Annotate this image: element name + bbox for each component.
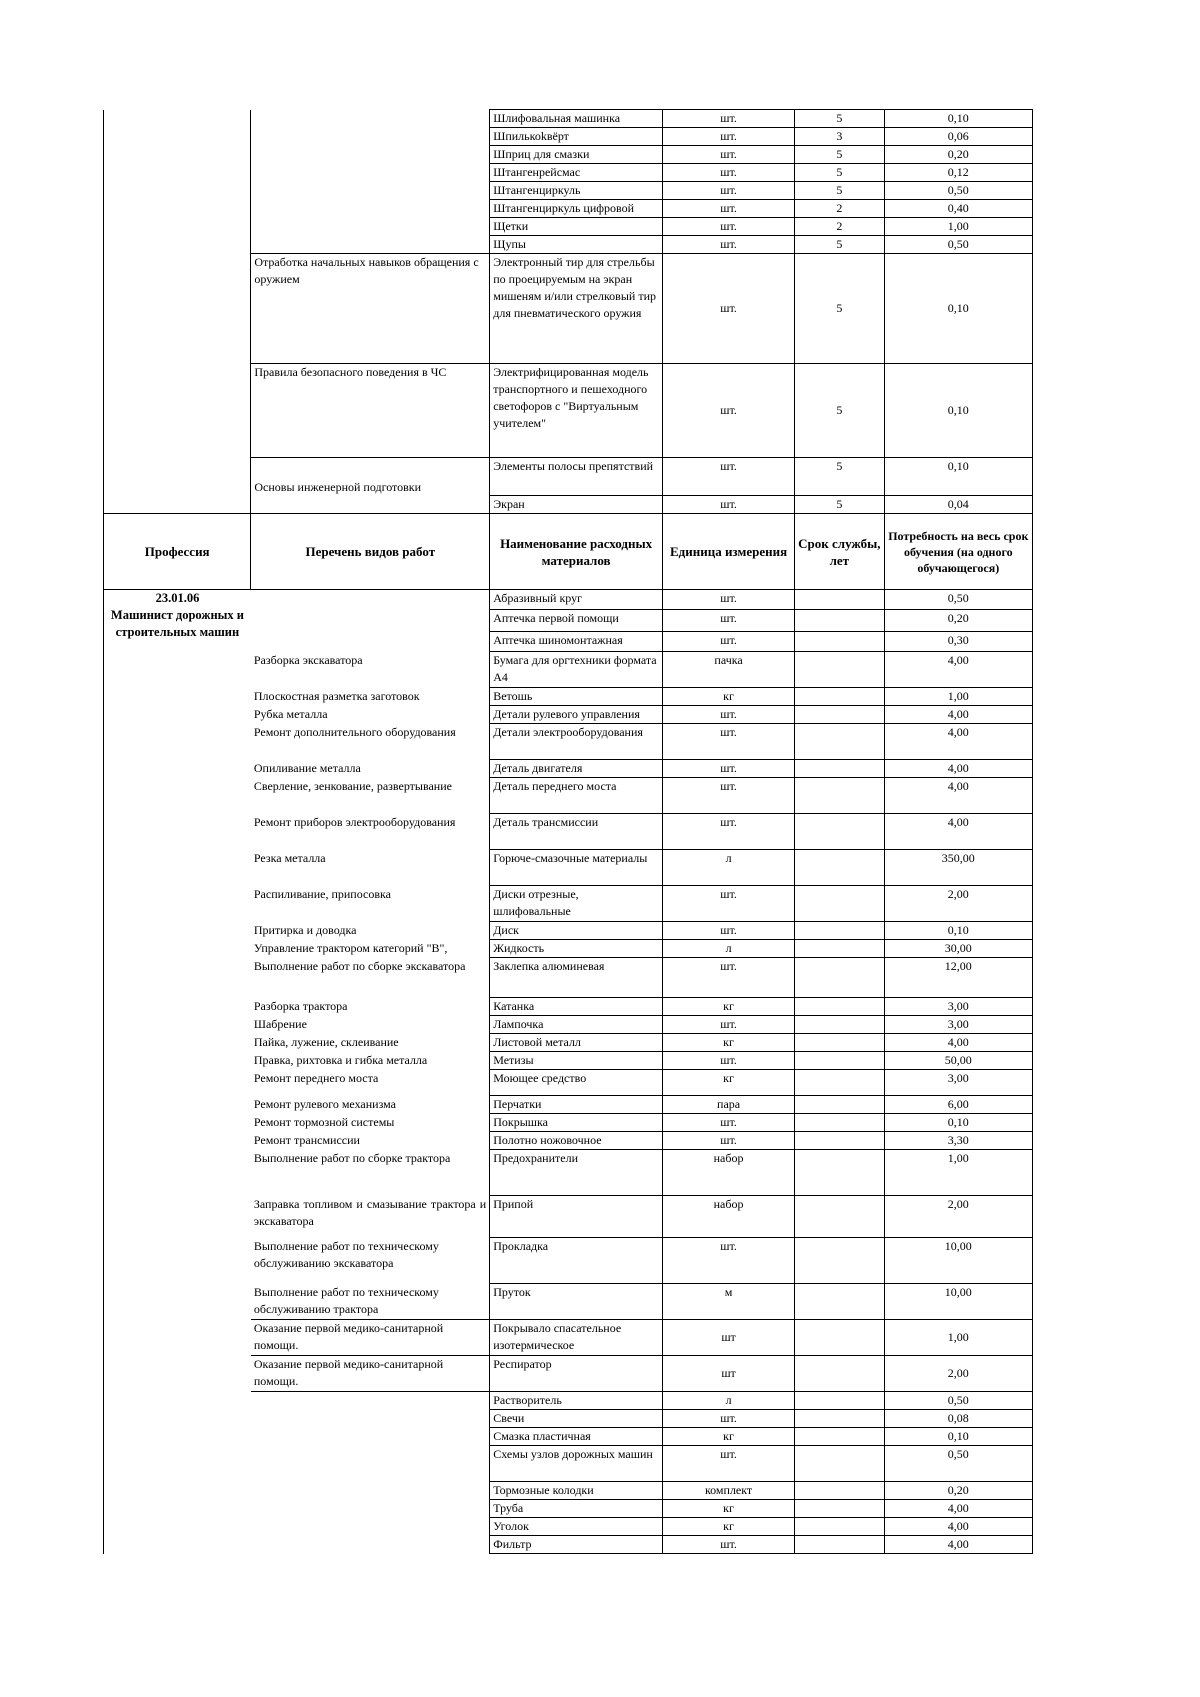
profession-cell-continued [104, 254, 251, 364]
work-type: Правка, рихтовка и гибка металла [251, 1052, 490, 1070]
material-name: Фильтр [490, 1536, 663, 1554]
work-type [251, 1518, 490, 1536]
material-name: Шлифовальная машинка [490, 110, 663, 128]
material-name: Детали рулевого управления [490, 706, 663, 724]
material-name: Смазка пластичная [490, 1428, 663, 1446]
work-type [251, 632, 490, 652]
work-type: Резка металла [251, 850, 490, 886]
material-name: Покрывало спасательное изотермическое [490, 1320, 663, 1356]
unit: шт. [663, 146, 795, 164]
work-type: Ремонт рулевого механизма [251, 1096, 490, 1114]
material-name: Абразивный круг [490, 590, 663, 610]
profession-cell-continued [104, 458, 251, 496]
material-name: Схемы узлов дорожных машин [490, 1446, 663, 1482]
unit: шт. [663, 1536, 795, 1554]
unit: шт. [663, 1238, 795, 1284]
need: 350,00 [884, 850, 1032, 886]
unit: шт. [663, 458, 795, 496]
need: 0,30 [884, 632, 1032, 652]
need: 0,06 [884, 128, 1032, 146]
profession-code: 23.01.06 [155, 591, 200, 605]
service-life [795, 958, 884, 998]
need: 0,50 [884, 1446, 1032, 1482]
material-name: Элементы полосы препятствий [490, 458, 663, 496]
unit: м [663, 1284, 795, 1320]
header-life: Срок службы, лет [795, 514, 884, 590]
unit: шт. [663, 958, 795, 998]
need: 3,00 [884, 1016, 1032, 1034]
material-name: Деталь переднего моста [490, 778, 663, 814]
need: 3,30 [884, 1132, 1032, 1150]
unit: кг [663, 1500, 795, 1518]
work-type [251, 590, 490, 610]
work-type-empty [251, 496, 490, 514]
material-name: Шприц для смазки [490, 146, 663, 164]
profession-cell [104, 590, 251, 1554]
table-row [104, 254, 1033, 364]
service-life [795, 1518, 884, 1536]
service-life [795, 1536, 884, 1554]
service-life [795, 652, 884, 688]
header-materials: Наименование расходных материалов [490, 514, 663, 590]
unit: л [663, 940, 795, 958]
unit: шт. [663, 164, 795, 182]
need: 10,00 [884, 1238, 1032, 1284]
material-name: Ветошь [490, 688, 663, 706]
work-type [251, 1392, 490, 1410]
work-type: Правила безопасного поведения в ЧС [251, 364, 490, 458]
service-life [795, 1016, 884, 1034]
unit: набор [663, 1150, 795, 1196]
unit: шт. [663, 632, 795, 652]
need: 0,04 [884, 496, 1032, 514]
need: 10,00 [884, 1284, 1032, 1320]
material-name: Труба [490, 1500, 663, 1518]
unit: шт. [663, 1114, 795, 1132]
work-type: Плоскостная разметка заготовок [251, 688, 490, 706]
material-name: Покрышка [490, 1114, 663, 1132]
need: 0,20 [884, 610, 1032, 632]
unit: шт. [663, 1132, 795, 1150]
material-name: Штангенциркуль [490, 182, 663, 200]
need: 3,00 [884, 1070, 1032, 1096]
material-name: Катанка [490, 998, 663, 1016]
need: 0,20 [884, 1482, 1032, 1500]
material-name: Тормозные колодки [490, 1482, 663, 1500]
work-type: Оказание первой медико-санитарной помощи. [251, 1356, 490, 1392]
need: 4,00 [884, 778, 1032, 814]
material-name: Моющее средство [490, 1070, 663, 1096]
material-name: Лампочка [490, 1016, 663, 1034]
unit: шт. [663, 1016, 795, 1034]
material-name: Перчатки [490, 1096, 663, 1114]
unit: шт. [663, 1410, 795, 1428]
service-life [795, 706, 884, 724]
service-life [795, 688, 884, 706]
service-life: 5 [795, 236, 884, 254]
table-row [104, 496, 1033, 514]
table-row [104, 110, 1033, 128]
need: 30,00 [884, 940, 1032, 958]
service-life [795, 632, 884, 652]
need: 2,00 [884, 1196, 1032, 1238]
material-name: Электронный тир для стрельбы по проецируемым на экран мишеням и/или стрелковый тир для пневматического оружия [490, 254, 663, 364]
unit: шт. [663, 778, 795, 814]
profession-cell-continued [104, 110, 251, 254]
work-type: Ремонт приборов электрооборудования [251, 814, 490, 850]
unit: шт [663, 1356, 795, 1392]
material-name: Экран [490, 496, 663, 514]
need: 0,50 [884, 182, 1032, 200]
material-name: Диск [490, 922, 663, 940]
unit: шт. [663, 706, 795, 724]
work-type: Сверление, зенкование, развертывание [251, 778, 490, 814]
unit: шт. [663, 364, 795, 458]
material-name: Шпилькоkвёрт [490, 128, 663, 146]
service-life [795, 1446, 884, 1482]
service-life [795, 1238, 884, 1284]
need: 4,00 [884, 1034, 1032, 1052]
unit: набор [663, 1196, 795, 1238]
unit: шт. [663, 886, 795, 922]
need: 6,00 [884, 1096, 1032, 1114]
service-life [795, 922, 884, 940]
work-type: Притирка и доводка [251, 922, 490, 940]
service-life [795, 1114, 884, 1132]
unit: шт. [663, 590, 795, 610]
unit: л [663, 1392, 795, 1410]
need: 12,00 [884, 958, 1032, 998]
unit: шт. [663, 922, 795, 940]
material-name: Свечи [490, 1410, 663, 1428]
service-life [795, 886, 884, 922]
header-profession: Профессия [104, 514, 251, 590]
unit: шт. [663, 760, 795, 778]
unit: пачка [663, 652, 795, 688]
material-name: Диски отрезные, шлифовальные [490, 886, 663, 922]
unit: шт. [663, 200, 795, 218]
work-type [251, 1428, 490, 1446]
table-row [104, 364, 1033, 458]
service-life [795, 1356, 884, 1392]
material-name: Припой [490, 1196, 663, 1238]
material-name: Штангенциркуль цифровой [490, 200, 663, 218]
need: 3,00 [884, 998, 1032, 1016]
work-type [251, 1446, 490, 1482]
need: 1,00 [884, 688, 1032, 706]
need: 4,00 [884, 1518, 1032, 1536]
material-name: Растворитель [490, 1392, 663, 1410]
need: 0,10 [884, 458, 1032, 496]
service-life [795, 1132, 884, 1150]
material-name: Предохранители [490, 1150, 663, 1196]
work-type: Разборка экскаватора [251, 652, 490, 688]
material-name: Детали электрооборудования [490, 724, 663, 760]
unit: л [663, 850, 795, 886]
work-type [251, 1410, 490, 1428]
work-type: Рубка металла [251, 706, 490, 724]
material-name: Заклепка алюминевая [490, 958, 663, 998]
unit: кг [663, 688, 795, 706]
material-name: Уголок [490, 1518, 663, 1536]
material-name: Электрифицированная модель транспортного и пешеходного светофоров с "Виртуальным учителем" [490, 364, 663, 458]
material-name: Щетки [490, 218, 663, 236]
works-cell-continued [251, 110, 490, 254]
work-type: Оказание первой медико-санитарной помощи. [251, 1320, 490, 1356]
need: 4,00 [884, 652, 1032, 688]
work-type: Пайка, лужение, склеивание [251, 1034, 490, 1052]
need: 4,00 [884, 1536, 1032, 1554]
unit: кг [663, 1070, 795, 1096]
material-name: Бумага для оргтехники формата А4 [490, 652, 663, 688]
service-life [795, 1410, 884, 1428]
service-life: 5 [795, 254, 884, 364]
service-life: 2 [795, 218, 884, 236]
need: 1,00 [884, 218, 1032, 236]
need: 0,10 [884, 254, 1032, 364]
work-type: Ремонт дополнительного оборудования [251, 724, 490, 760]
profession-cell-continued [104, 364, 251, 458]
unit: кг [663, 1034, 795, 1052]
unit: шт. [663, 610, 795, 632]
service-life [795, 1284, 884, 1320]
work-type: Отработка начальных навыков обращения с оружием [251, 254, 490, 364]
material-name: Метизы [490, 1052, 663, 1070]
unit: кг [663, 998, 795, 1016]
work-type: Выполнение работ по техническому обслуживанию трактора [251, 1284, 490, 1320]
service-life [795, 1096, 884, 1114]
work-type: Распиливание, припосовка [251, 886, 490, 922]
work-type: Заправка топливом и смазывание трактора и экскаватора [251, 1196, 490, 1238]
service-life: 5 [795, 496, 884, 514]
need: 1,00 [884, 1320, 1032, 1356]
table-row [104, 590, 1033, 610]
need: 4,00 [884, 760, 1032, 778]
material-name: Горюче-смазочные материалы [490, 850, 663, 886]
unit: шт. [663, 110, 795, 128]
material-name: Прокладка [490, 1238, 663, 1284]
service-life [795, 1034, 884, 1052]
need: 0,10 [884, 1428, 1032, 1446]
service-life [795, 998, 884, 1016]
service-life [795, 1482, 884, 1500]
service-life: 2 [795, 200, 884, 218]
service-life [795, 814, 884, 850]
service-life [795, 724, 884, 760]
material-name: Респиратор [490, 1356, 663, 1392]
service-life [795, 1320, 884, 1356]
materials-table [103, 109, 1033, 1554]
service-life: 3 [795, 128, 884, 146]
unit: пара [663, 1096, 795, 1114]
unit: шт. [663, 236, 795, 254]
material-name: Деталь двигателя [490, 760, 663, 778]
service-life: 5 [795, 164, 884, 182]
work-type: Шабрение [251, 1016, 490, 1034]
service-life [795, 940, 884, 958]
need: 4,00 [884, 724, 1032, 760]
header-works: Перечень видов работ [251, 514, 490, 590]
unit: шт. [663, 182, 795, 200]
service-life [795, 850, 884, 886]
unit: кг [663, 1428, 795, 1446]
need: 4,00 [884, 1500, 1032, 1518]
service-life [795, 590, 884, 610]
service-life [795, 1052, 884, 1070]
work-type [251, 1536, 490, 1554]
unit: шт. [663, 814, 795, 850]
need: 4,00 [884, 814, 1032, 850]
need: 0,10 [884, 364, 1032, 458]
unit: шт. [663, 1446, 795, 1482]
work-type: Управление трактором категорий "В", [251, 940, 490, 958]
work-type [251, 610, 490, 632]
unit: шт. [663, 128, 795, 146]
service-life [795, 760, 884, 778]
unit: кг [663, 1518, 795, 1536]
service-life [795, 1500, 884, 1518]
work-type: Ремонт переднего моста [251, 1070, 490, 1096]
need: 1,00 [884, 1150, 1032, 1196]
service-life [795, 1428, 884, 1446]
need: 2,00 [884, 886, 1032, 922]
need: 0,10 [884, 110, 1032, 128]
material-name: Полотно ножовочное [490, 1132, 663, 1150]
service-life: 5 [795, 364, 884, 458]
service-life [795, 778, 884, 814]
service-life [795, 1196, 884, 1238]
material-name: Аптечка шиномонтажная [490, 632, 663, 652]
work-type: Основы инженерной подготовки [251, 458, 490, 496]
material-name: Штангенрейсмас [490, 164, 663, 182]
need: 0,50 [884, 236, 1032, 254]
service-life: 5 [795, 458, 884, 496]
need: 0,50 [884, 1392, 1032, 1410]
unit: шт. [663, 496, 795, 514]
work-type: Выполнение работ по сборке экскаватора [251, 958, 490, 998]
service-life [795, 610, 884, 632]
table-row [104, 458, 1033, 496]
material-name: Листовой металл [490, 1034, 663, 1052]
need: 50,00 [884, 1052, 1032, 1070]
header-unit: Единица измерения [663, 514, 795, 590]
need: 0,10 [884, 1114, 1032, 1132]
service-life: 5 [795, 146, 884, 164]
work-type: Ремонт трансмиссии [251, 1132, 490, 1150]
material-name: Пруток [490, 1284, 663, 1320]
work-type: Выполнение работ по сборке трактора [251, 1150, 490, 1196]
work-type [251, 1482, 490, 1500]
need: 4,00 [884, 706, 1032, 724]
profession-name: Машинист дорожных и строительных машин [110, 608, 244, 639]
material-name: Жидкость [490, 940, 663, 958]
need: 0,20 [884, 146, 1032, 164]
header-need: Потребность на весь срок обучения (на одного обучающегося) [884, 514, 1032, 590]
service-life [795, 1150, 884, 1196]
profession-cell-continued [104, 496, 251, 514]
need: 0,10 [884, 922, 1032, 940]
material-name: Щупы [490, 236, 663, 254]
service-life [795, 1070, 884, 1096]
need: 2,00 [884, 1356, 1032, 1392]
work-type: Опиливание металла [251, 760, 490, 778]
need: 0,40 [884, 200, 1032, 218]
unit: шт [663, 1320, 795, 1356]
unit: комплект [663, 1482, 795, 1500]
need: 0,12 [884, 164, 1032, 182]
service-life [795, 1392, 884, 1410]
need: 0,50 [884, 590, 1032, 610]
unit: шт. [663, 218, 795, 236]
work-type: Ремонт тормозной системы [251, 1114, 490, 1132]
need: 0,08 [884, 1410, 1032, 1428]
work-type [251, 1500, 490, 1518]
material-name: Деталь трансмиссии [490, 814, 663, 850]
service-life: 5 [795, 110, 884, 128]
work-type: Выполнение работ по техническому обслуживанию экскаватора [251, 1238, 490, 1284]
work-type: Разборка трактора [251, 998, 490, 1016]
service-life: 5 [795, 182, 884, 200]
unit: шт. [663, 724, 795, 760]
table-header-row [104, 514, 1033, 590]
unit: шт. [663, 1052, 795, 1070]
unit: шт. [663, 254, 795, 364]
material-name: Аптечка первой помощи [490, 610, 663, 632]
